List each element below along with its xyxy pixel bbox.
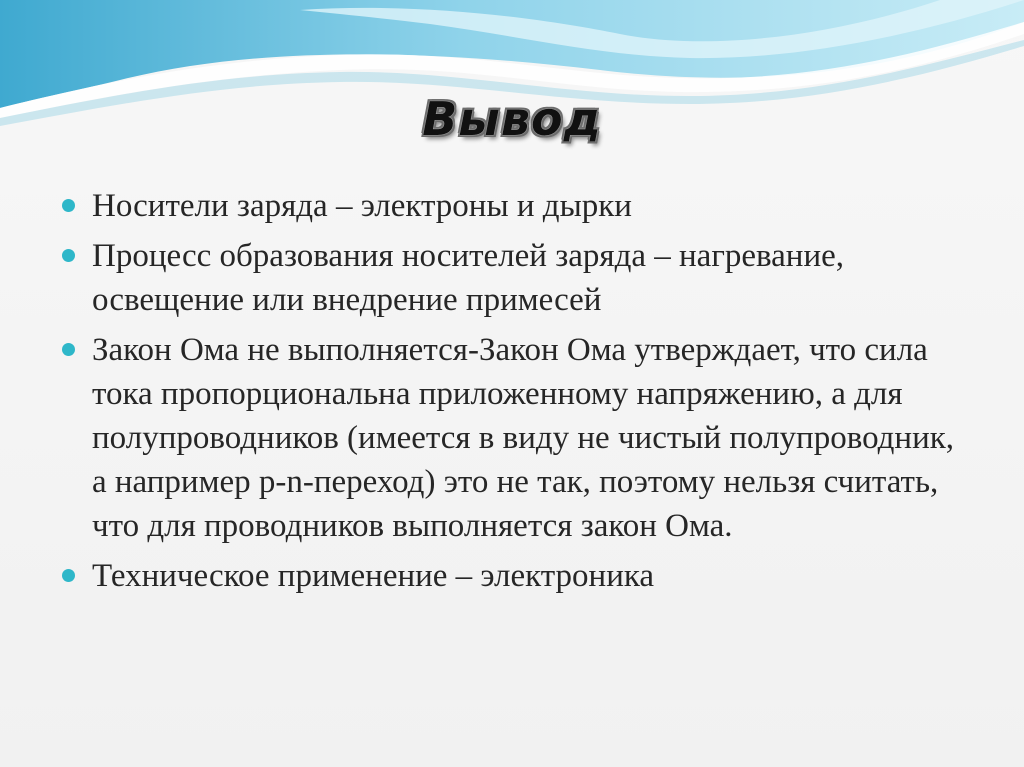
bullet-text: Процесс образования носителей заряда – нагревание, освещение или внедрение примесей <box>92 238 845 318</box>
bullet-dot-icon <box>62 199 75 212</box>
bullet-text: Закон Ома не выполняется-Закон Ома утверждает, что сила тока пропорциональна приложенному напряжению, а для полупроводников (имеется в виду не чистый полупроводник, а например p-n-переход) это не так, поэтому нельзя считать, что для проводников выполняется закон Ома. <box>92 332 955 544</box>
slide-title: Вывод <box>422 92 602 146</box>
bullet-dot-icon <box>62 569 75 582</box>
bullet-list <box>62 184 962 604</box>
list-item <box>62 328 962 548</box>
bullet-dot-icon <box>62 249 75 262</box>
bullet-text: Носители заряда – электроны и дырки <box>92 188 632 224</box>
list-item <box>62 554 962 598</box>
list-item <box>62 234 962 322</box>
bullet-dot-icon <box>62 343 75 356</box>
list-item <box>62 184 962 228</box>
bullet-text: Техническое применение – электроника <box>92 558 655 594</box>
